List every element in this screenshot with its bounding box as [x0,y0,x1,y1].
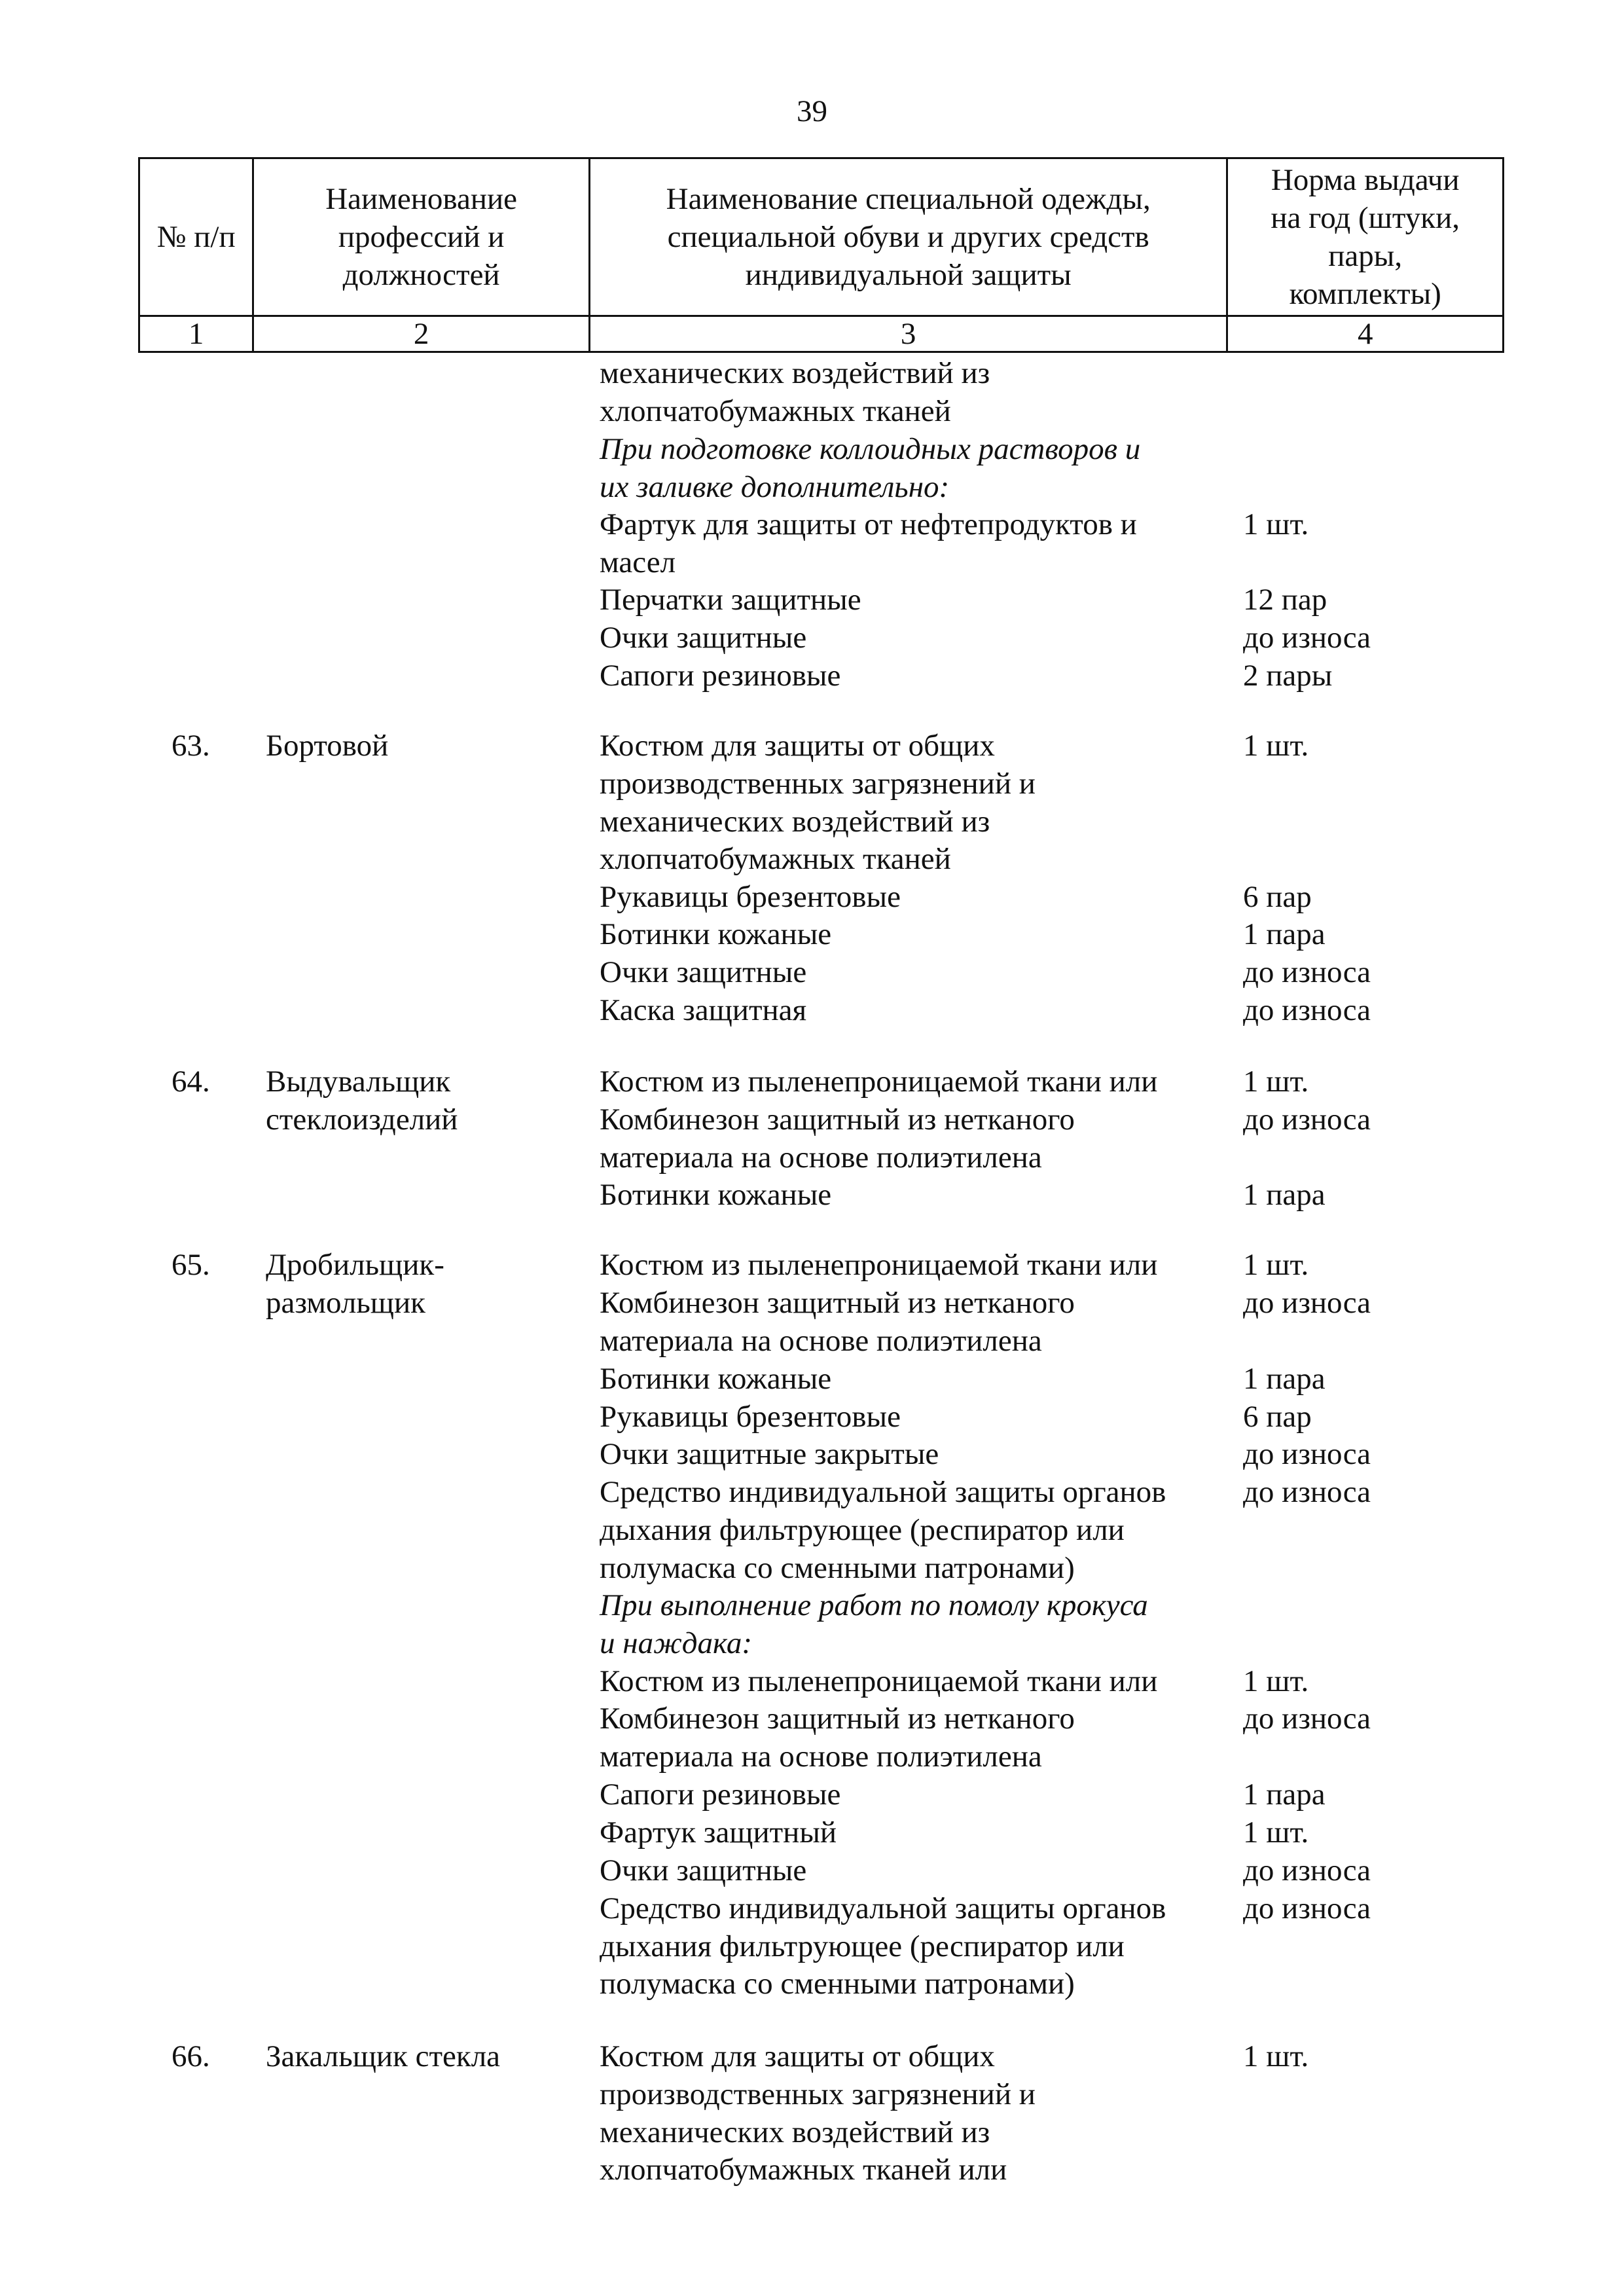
item-line: Комбинезон защитный из нетканого [600,1286,1075,1320]
item-line: дыхания фильтрующее (респиратор или [600,1929,1125,1963]
header-col-profession: Наименование профессий и должностей [253,158,590,316]
item-line: Фартук защитный [600,1815,837,1850]
item-line: механических воздействий из [600,356,990,390]
item-line: Очки защитные [600,621,807,655]
norm-value: 6 пар [1243,880,1312,914]
item-line: Костюм для защиты от общих [600,2039,995,2073]
item-line: полумаска со сменными патронами) [600,1967,1075,2001]
item-line: хлопчатобумажных тканей или [600,2153,1007,2187]
item-line: дыхания фильтрующее (респиратор или [600,1513,1125,1547]
item-line: Ботинки кожаные [600,1362,832,1396]
item-line: Костюм из пыленепроницаемой ткани или [600,1065,1158,1099]
norm-value: до износа [1243,621,1371,655]
item-line: Средство индивидуальной защиты органов [600,1475,1166,1509]
norm-value: 1 шт. [1243,1815,1309,1850]
header-num-1: 1 [139,316,253,352]
profession-name: стеклоизделий [266,1102,458,1137]
item-line: Фартук для защиты от нефтепродуктов и [600,507,1137,541]
norm-value: 1 шт. [1243,507,1309,541]
item-line: материала на основе полиэтилена [600,1324,1042,1358]
norm-value: 1 пара [1243,1362,1326,1396]
item-line: Ботинки кожаные [600,1178,832,1212]
header-num-2: 2 [253,316,590,352]
header-num-4: 4 [1227,316,1504,352]
page-number: 39 [797,94,827,128]
profession-name: размольщик [266,1286,425,1320]
norm-value: до износа [1243,1437,1371,1471]
item-line: масел [600,545,676,579]
norm-value: до износа [1243,955,1371,989]
norm-value: 6 пар [1243,1400,1312,1434]
item-line: механических воздействий из [600,805,990,839]
item-line: Очки защитные закрытые [600,1437,939,1471]
item-line: Рукавицы брезентовые [600,880,901,914]
norm-value: до износа [1243,1891,1371,1925]
norm-value: 1 пара [1243,917,1326,951]
entry-number: 63. [171,729,210,763]
norm-value: 1 шт. [1243,1065,1309,1099]
item-line: механических воздействий из [600,2115,990,2149]
profession-name: Дробильщик- [266,1248,444,1282]
item-line: хлопчатобумажных тканей [600,842,951,876]
norm-value: 12 пар [1243,583,1327,617]
item-line: полумаска со сменными патронами) [600,1551,1075,1585]
norm-value: до износа [1243,993,1371,1027]
item-line: Средство индивидуальной защиты органов [600,1891,1166,1925]
norm-value: 1 шт. [1243,1248,1309,1282]
profession-name: Выдувальщик [266,1065,451,1099]
header-col-equipment: Наименование специальной одежды, специальной обуви и других средств индивидуальной защиты [589,158,1227,316]
item-line: материала на основе полиэтилена [600,1140,1042,1175]
item-line: Ботинки кожаные [600,917,832,951]
norm-value: 2 пары [1243,659,1333,693]
entry-number: 64. [171,1065,210,1099]
item-line: Сапоги резиновые [600,659,841,693]
item-line: Очки защитные [600,955,807,989]
header-num-3: 3 [589,316,1227,352]
item-line: Комбинезон защитный из нетканого [600,1702,1075,1736]
item-line: производственных загрязнений и [600,2077,1036,2111]
norm-value: до износа [1243,1702,1371,1736]
profession-name: Бортовой [266,729,389,763]
norm-value: до износа [1243,1102,1371,1137]
item-line: Костюм из пыленепроницаемой ткани или [600,1664,1158,1698]
norm-value: 1 пара [1243,1777,1326,1812]
norm-value: 1 шт. [1243,1664,1309,1698]
norm-value: 1 шт. [1243,729,1309,763]
item-line: хлопчатобумажных тканей [600,394,951,428]
entry-number: 66. [171,2039,210,2073]
item-line: Очки защитные [600,1853,807,1887]
section-note: и наждака: [600,1626,753,1660]
item-line: производственных загрязнений и [600,767,1036,801]
item-line: Комбинезон защитный из нетканого [600,1102,1075,1137]
norm-value: до износа [1243,1475,1371,1509]
section-note: При подготовке коллоидных растворов и [600,432,1141,466]
section-note: их заливке дополнительно: [600,470,950,504]
norm-value: 1 пара [1243,1178,1326,1212]
item-line: Костюм из пыленепроницаемой ткани или [600,1248,1158,1282]
section-note: При выполнение работ по помолу крокуса [600,1588,1148,1622]
header-col-norm: Норма выдачи на год (штуки, пары, комплекты) [1227,158,1504,316]
item-line: Каска защитная [600,993,807,1027]
header-col-number: № п/п [139,158,253,316]
entry-number: 65. [171,1248,210,1282]
profession-name: Закальщик стекла [266,2039,501,2073]
item-line: Сапоги резиновые [600,1777,841,1812]
item-line: Перчатки защитные [600,583,861,617]
norm-value: 1 шт. [1243,2039,1309,2073]
norm-value: до износа [1243,1286,1371,1320]
norm-value: до износа [1243,1853,1371,1887]
item-line: материала на основе полиэтилена [600,1740,1042,1774]
item-line: Рукавицы брезентовые [600,1400,901,1434]
item-line: Костюм для защиты от общих [600,729,995,763]
